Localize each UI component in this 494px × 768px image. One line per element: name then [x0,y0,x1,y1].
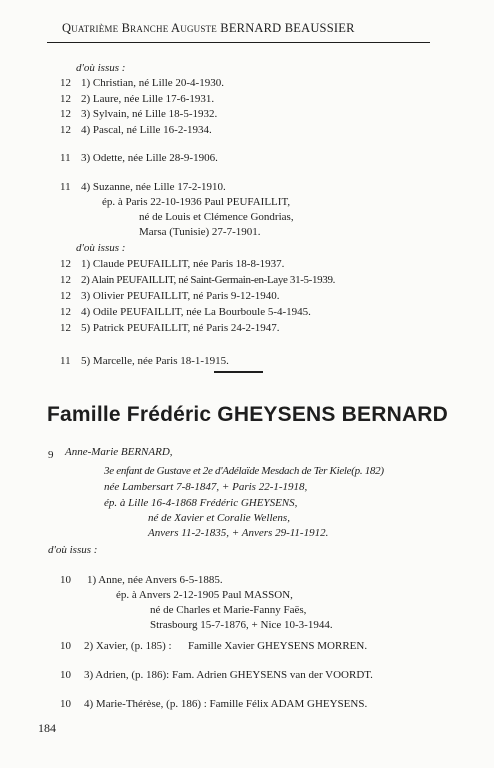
issus-label: d'où issus : [76,242,126,254]
child-entry: 2) Alain PEUFAILLIT, né Saint-Germain-en-Laye 31-5-1939. [81,274,335,286]
generation-number: 11 [60,181,71,193]
ancestor-parents: 3e enfant de Gustave et 2e d'Adélaïde Mesdach de Ter Kiele(p. 182) [104,465,384,477]
spouse-birth: Strasbourg 15-7-1876, + Nice 10-3-1944. [150,619,333,631]
spouse-birth: Anvers 11-2-1835, + Anvers 29-11-1912. [148,527,329,539]
generation-number: 12 [60,306,71,318]
spouse-parents: né de Louis et Clémence Gondrias, [139,211,294,223]
ancestor-birth: née Lambersart 7-8-1847, + Paris 22-1-1918, [104,481,308,493]
generation-number: 11 [60,152,71,164]
child-entry: 4) Suzanne, née Lille 17-2-1910. [81,181,226,193]
header-rule [47,42,430,43]
child-entry: 3) Adrien, (p. 186): Fam. Adrien GHEYSENS van der VOORDT. [84,669,373,681]
spouse-parents: né de Xavier et Coralie Wellens, [148,512,290,524]
ancestor-name: Anne-Marie BERNARD, [65,446,173,458]
section-title: Famille Frédéric GHEYSENS BERNARD [47,403,449,426]
generation-number: 12 [60,274,71,286]
generation-number: 9 [48,449,54,461]
spouse-birth: Marsa (Tunisie) 27-7-1901. [139,226,261,238]
child-entry: 2) Xavier, (p. 185) : Famille Xavier GHEYSENS MORREN. [84,640,368,652]
child-entry: 5) Patrick PEUFAILLIT, né Paris 24-2-1947. [81,322,280,334]
generation-number: 12 [60,290,71,302]
generation-number: 12 [60,93,71,105]
generation-number: 12 [60,258,71,270]
child-entry: 1) Claude PEUFAILLIT, née Paris 18-8-1937. [81,258,285,270]
generation-number: 11 [60,355,71,367]
generation-number: 12 [60,77,71,89]
generation-number: 10 [60,574,71,586]
child-entry: 3) Olivier PEUFAILLIT, né Paris 9-12-1940. [81,290,280,302]
marriage-line: ép. à Paris 22-10-1936 Paul PEUFAILLIT, [102,196,291,208]
spouse-parents: né de Charles et Marie-Fanny Faës, [150,604,307,616]
child-entry: 4) Odile PEUFAILLIT, née La Bourboule 5-4-1945. [81,306,311,318]
running-header: Quatrième Branche Auguste BERNARD BEAUSSIER [62,21,355,35]
generation-number: 12 [60,322,71,334]
issus-label: d'où issus : [76,62,126,74]
generation-number: 12 [60,108,71,120]
generation-number: 10 [60,640,71,652]
child-entry: 4) Pascal, né Lille 16-2-1934. [81,124,212,136]
generation-number: 10 [60,669,71,681]
issus-label: d'où issus : [48,544,98,556]
child-entry: 3) Sylvain, né Lille 18-5-1932. [81,108,218,120]
child-entry: 1) Christian, né Lille 20-4-1930. [81,77,224,89]
child-entry: 4) Marie-Thérèse, (p. 186) : Famille Félix ADAM GHEYSENS. [84,698,368,710]
child-entry: 1) Anne, née Anvers 6-5-1885. [87,574,223,586]
section-separator [214,371,263,373]
child-entry: 5) Marcelle, née Paris 18-1-1915. [81,355,229,367]
marriage-line: ép. à Anvers 2-12-1905 Paul MASSON, [116,589,293,601]
page-number: 184 [38,721,56,735]
marriage-line: ép. à Lille 16-4-1868 Frédéric GHEYSENS, [104,497,298,509]
child-entry: 3) Odette, née Lille 28-9-1906. [81,152,218,164]
generation-number: 10 [60,698,71,710]
generation-number: 12 [60,124,71,136]
child-entry: 2) Laure, née Lille 17-6-1931. [81,93,215,105]
